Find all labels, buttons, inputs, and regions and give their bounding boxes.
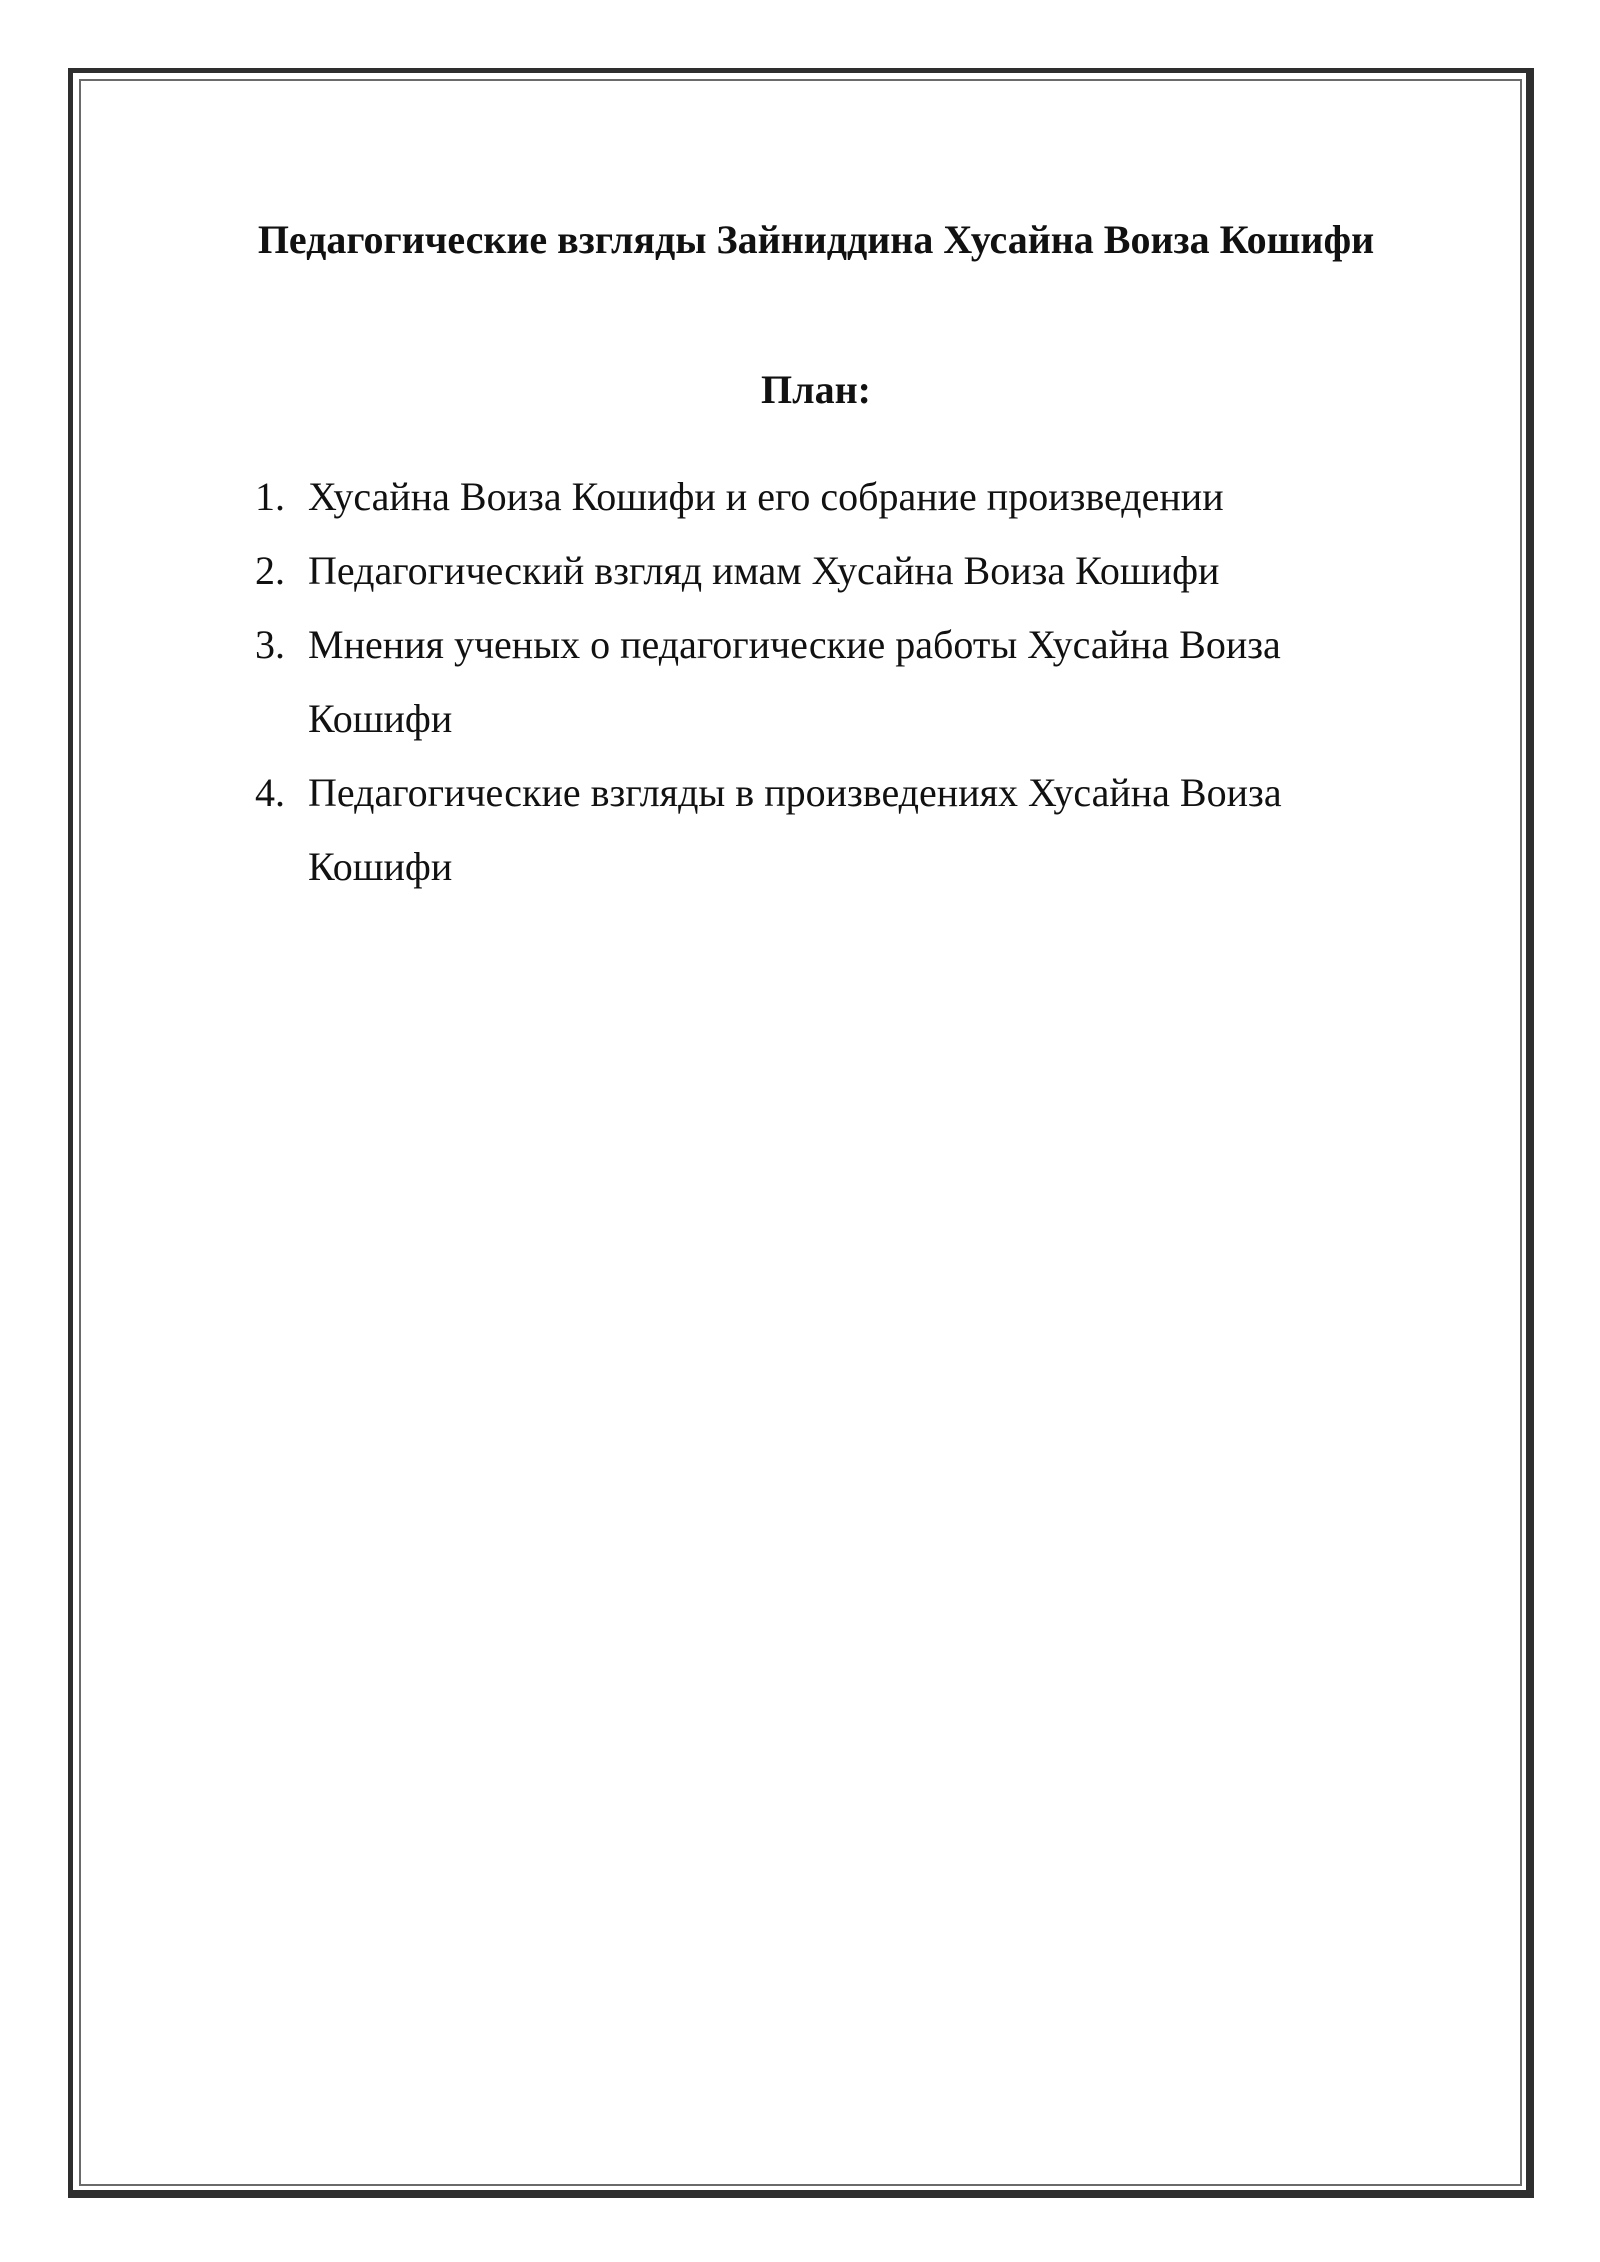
plan-item-number: 4. — [255, 770, 285, 815]
plan-item-4 — [255, 756, 1405, 904]
plan-item-1 — [255, 460, 1405, 534]
plan-heading: План: — [761, 367, 871, 412]
plan-item-text: Мнения ученых о педагогические работы Хусайна Воиза Кошифи — [308, 622, 1281, 741]
plan-item-text: Педагогический взгляд имам Хусайна Воиза Кошифи — [308, 548, 1220, 593]
plan-item-text: Хусайна Воиза Кошифи и его собрание произведении — [308, 474, 1224, 519]
document-title: Педагогические взгляды Зайниддина Хусайна Воиза Кошифи — [257, 217, 1375, 262]
plan-item-number: 3. — [255, 622, 285, 667]
plan-item-3 — [255, 608, 1405, 756]
plan-item-2 — [255, 534, 1405, 608]
plan-item-number: 1. — [255, 474, 285, 519]
plan-item-number: 2. — [255, 548, 285, 593]
plan-item-text: Педагогические взгляды в произведениях Хусайна Воиза Кошифи — [308, 770, 1282, 889]
plan-list — [255, 460, 1405, 904]
